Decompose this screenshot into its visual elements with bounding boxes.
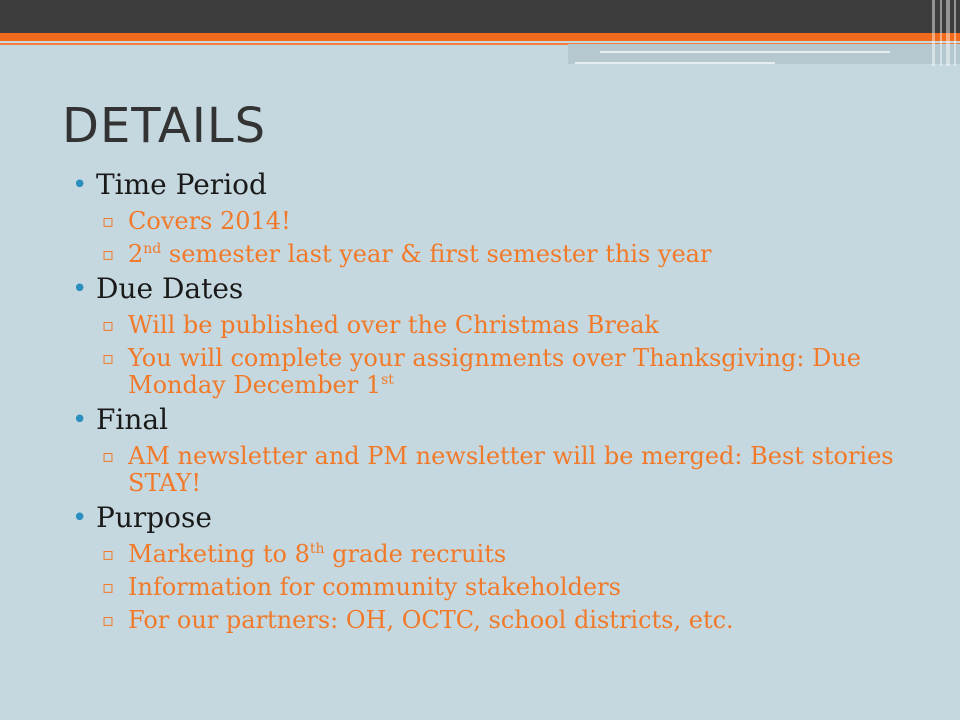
list-item: Will be published over the Christmas Break <box>128 311 659 339</box>
decor-stripe-3 <box>946 0 950 66</box>
decor-stripe-2 <box>940 0 942 66</box>
square-bullet-icon: ▫ <box>102 211 115 232</box>
slide-title: DETAILS <box>62 98 267 154</box>
square-bullet-icon: ▫ <box>102 544 115 565</box>
list-item: Covers 2014! <box>128 207 291 235</box>
section-final <box>72 403 912 497</box>
square-bullet-icon: ▫ <box>102 577 115 598</box>
section-time-period <box>72 168 912 268</box>
list-item: Marketing to 8th grade recruits <box>128 540 507 568</box>
orange-accent-bar <box>0 33 960 41</box>
section-heading: Final <box>96 403 169 436</box>
section-heading: Time Period <box>96 168 267 201</box>
list-item: 2nd semester last year & first semester this year <box>128 240 712 268</box>
decor-stripe-4 <box>954 0 956 66</box>
bullet-icon: • <box>72 405 88 435</box>
list-item: AM newsletter and PM newsletter will be merged: Best stories STAY! <box>128 442 894 497</box>
square-bullet-icon: ▫ <box>102 315 115 336</box>
list-item: For our partners: OH, OCTC, school districts, etc. <box>128 606 734 634</box>
list-item: You will complete your assignments over Thanksgiving: Due Monday December 1st <box>128 344 861 399</box>
section-heading: Due Dates <box>96 272 244 305</box>
square-bullet-icon: ▫ <box>102 348 115 369</box>
square-bullet-icon: ▫ <box>102 244 115 265</box>
section-purpose <box>72 501 912 634</box>
bullet-icon: • <box>72 274 88 304</box>
list-item: Information for community stakeholders <box>128 573 621 601</box>
bullet-icon: • <box>72 503 88 533</box>
bullet-icon: • <box>72 170 88 200</box>
light-accent-line <box>600 51 890 53</box>
section-heading: Purpose <box>96 501 212 534</box>
grey-accent-bar <box>568 44 960 64</box>
top-bar <box>0 0 960 33</box>
square-bullet-icon: ▫ <box>102 610 115 631</box>
square-bullet-icon: ▫ <box>102 446 115 467</box>
light-accent-line-2 <box>575 62 775 64</box>
slide-body <box>72 164 912 634</box>
section-due-dates <box>72 272 912 399</box>
decor-stripe-1 <box>932 0 935 66</box>
